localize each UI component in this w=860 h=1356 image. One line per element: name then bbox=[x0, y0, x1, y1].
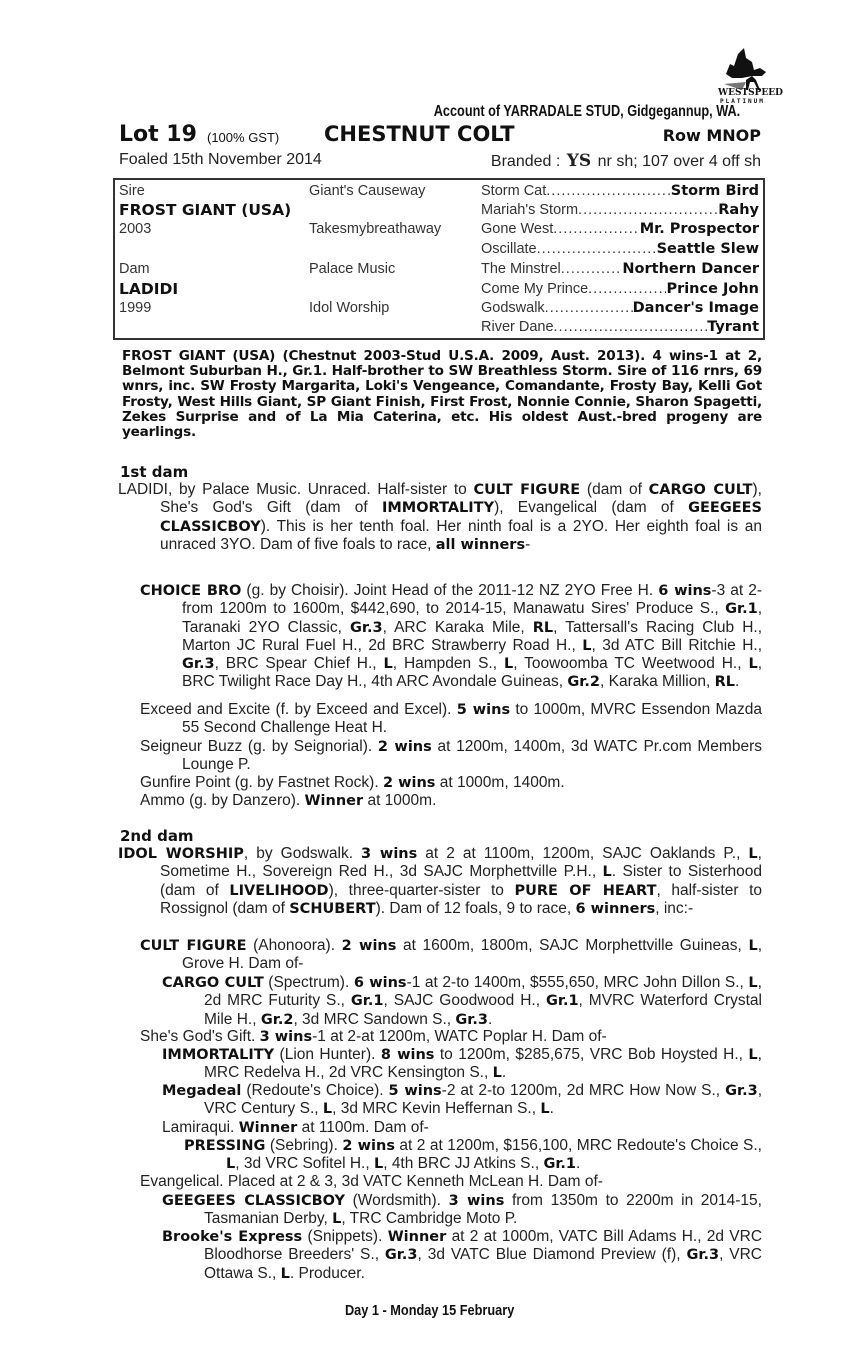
pedigree-paragraph: Ammo (g. by Danzero). Winner at 1000m. bbox=[140, 792, 437, 809]
dam-year: 1999 bbox=[119, 300, 152, 316]
dam-sire: Palace Music bbox=[309, 261, 396, 277]
branded-label: Branded : bbox=[490, 153, 561, 170]
sire-summary: FROST GIANT (USA) (Chestnut 2003-Stud U.S.A. 2009, Aust. 2013). 4 wins-1 at 2, Belmont Suburban H., Gr.1. Half-brother to SW Breathless Storm. Sire of 116 rnrs, 69 wnrs, inc. SW Frosty Margarita, Loki's Vengeance, Comandante, Frosty Bay, Kelli Got Frosty, West Hills Giant, SP Giant Finish, First Frost, Nonnie Connie, Sharon Spagetti, Zekes Surprise and of La Mia Caterina, etc. His oldest Aust.-bred progeny are yearlings. bbox=[122, 348, 762, 441]
vendor-account: Account of YARRADALE STUD, Gidgegannup, WA. bbox=[433, 103, 741, 120]
third-gen-row: Godswalk ..... Dancer's Image bbox=[481, 300, 759, 316]
pedigree-paragraph: Brooke's Express (Snippets). Winner at 2 at 1000m, VATC Bill Adams H., 2d VRC Bloodhorse Breeders' S., Gr.3, 3d VATC Blue Diamond Preview (f), Gr.3, VRC Ottawa S., L. Producer. bbox=[162, 1228, 763, 1282]
row-label: Row MNOP bbox=[662, 126, 761, 145]
pedigree-paragraph: She's God's Gift. 3 wins-1 at 2-at 1200m, WATC Poplar H. Dam of- bbox=[140, 1028, 607, 1045]
pedigree-paragraph: Evangelical. Placed at 2 & 3, 3d VATC Kenneth McLean H. Dam of- bbox=[140, 1173, 603, 1190]
lot-title: CHESTNUT COLT bbox=[324, 122, 515, 146]
pedigree-paragraph: IDOL WORSHIP, by Godswalk. 3 wins at 2 at 1100m, 1200m, SAJC Oaklands P., L, Sometime H., Sovereign Red H., 3d SAJC Morphettville P.H., L. Sister to Sisterhood (dam of LIVELIHOOD), three-quarter-sister to PURE OF HEART, half-sister to Rossignol (dam of SCHUBERT). Dam of 12 foals, 9 to race, 6 winners, inc:- bbox=[118, 845, 763, 917]
third-gen-row: Gone West ..... Mr. Prospector bbox=[481, 221, 759, 237]
brand-mark-icon: YS bbox=[566, 151, 592, 171]
pedigree-paragraph: LADIDI, by Palace Music. Unraced. Half-sister to CULT FIGURE (dam of CARGO CULT), She's God's Gift (dam of IMMORTALITY), Evangelical (dam of GEEGEES CLASSICBOY). This is her tenth foal. Her ninth foal is a 2YO. Her eighth foal is an unraced 3YO. Dam of five foals to race, all winners- bbox=[118, 481, 762, 553]
pedigree-paragraph: GEEGEES CLASSICBOY (Wordsmith). 3 wins from 1350m to 2200m in 2014-15, Tasmanian Derby, L, TRC Cambridge Moto P. bbox=[162, 1192, 762, 1228]
third-gen-row: Oscillate ..... Seattle Slew bbox=[481, 241, 759, 257]
dam-name: LADIDI bbox=[119, 280, 179, 298]
pedigree-paragraph: CHOICE BRO (g. by Choisir). Joint Head of the 2011-12 NZ 2YO Free H. 6 wins-3 at 2-from 1200m to 1600m, $442,690, to 2014-15, Manawatu Sires' Produce S., Gr.1, Taranaki 2YO Classic, Gr.3, ARC Karaka Mile, RL, Tattersall's Racing Club H., Marton JC Rural Fuel H., 2d BRC Strawberry Road H., L, 3d ATC Bill Ritchie H., Gr.3, BRC Spear Chief H., L, Hampden S., L, Toowoomba TC Weetwood H., L, BRC Twilight Race Day H., 4th ARC Avondale Guineas, Gr.2, Karaka Million, RL. bbox=[140, 582, 763, 691]
pedigree-paragraph: Seigneur Buzz (g. by Seignorial). 2 wins at 1200m, 1400m, 3d WATC Pr.com Members Lounge P. bbox=[140, 738, 762, 774]
pedigree-paragraph: IMMORTALITY (Lion Hunter). 8 wins to 1200m, $285,675, VRC Bob Hoysted H., L, MRC Redelva H., 2d VRC Kensington S., L. bbox=[162, 1046, 762, 1082]
branded-info bbox=[491, 151, 761, 171]
sire-name: FROST GIANT (USA) bbox=[119, 201, 292, 219]
gst-note: (100% GST) bbox=[207, 130, 280, 145]
first-dam-heading: 1st dam bbox=[120, 463, 189, 481]
pedigree-table bbox=[113, 178, 765, 340]
pedigree-paragraph: Lamiraqui. Winner at 1100m. Dam of- bbox=[162, 1119, 429, 1136]
third-gen-row: Come My Prince ..... Prince John bbox=[481, 281, 759, 297]
lot-number: Lot 19 bbox=[119, 122, 197, 147]
sire-sire: Giant's Causeway bbox=[309, 183, 426, 199]
third-gen-row: Storm Cat ..... Storm Bird bbox=[481, 183, 759, 199]
pedigree-paragraph: CARGO CULT (Spectrum). 6 wins-1 at 2-to 1400m, $555,650, MRC John Dillon S., L, 2d MRC Futurity S., Gr.1, SAJC Goodwood H., Gr.1, MVRC Waterford Crystal Mile H., Gr.2, 3d MRC Sandown S., Gr.3. bbox=[162, 974, 762, 1028]
dam-label: Dam bbox=[119, 261, 150, 277]
third-gen-row: Mariah's Storm ..... Rahy bbox=[481, 202, 759, 218]
branded-detail: nr sh; 107 over 4 off sh bbox=[597, 153, 761, 170]
lot-line bbox=[119, 122, 761, 152]
third-gen-row: River Dane ..... Tyrant bbox=[481, 319, 759, 335]
foaled-date: Foaled 15th November 2014 bbox=[119, 151, 322, 168]
logo-wordmark: WESTSPEED bbox=[718, 88, 783, 98]
sale-day-footer: Day 1 - Monday 15 February bbox=[345, 1302, 515, 1319]
pedigree-paragraph: PRESSING (Sebring). 2 wins at 2 at 1200m, $156,100, MRC Redoute's Choice S., L, 3d VRC Sofitel H., L, 4th BRC JJ Atkins S., Gr.1. bbox=[184, 1137, 762, 1173]
third-gen-row: The Minstrel ..... Northern Dancer bbox=[481, 261, 759, 277]
logo-subtitle: PLATINUM bbox=[720, 98, 765, 105]
pedigree-paragraph: Gunfire Point (g. by Fastnet Rock). 2 wins at 1000m, 1400m. bbox=[140, 774, 565, 791]
dam-dam: Idol Worship bbox=[309, 300, 390, 316]
sire-label: Sire bbox=[119, 183, 145, 199]
sire-year: 2003 bbox=[119, 221, 152, 237]
pedigree-paragraph: Megadeal (Redoute's Choice). 5 wins-2 at 2-to 1200m, 2d MRC How Now S., Gr.3, VRC Century S., L, 3d MRC Kevin Heffernan S., L. bbox=[162, 1082, 762, 1118]
second-dam-heading: 2nd dam bbox=[120, 827, 194, 845]
pedigree-paragraph: Exceed and Excite (f. by Exceed and Excel). 5 wins to 1000m, MVRC Essendon Mazda 55 Second Challenge Heat H. bbox=[140, 701, 762, 737]
sire-dam: Takesmybreathaway bbox=[309, 221, 442, 237]
pedigree-paragraph: CULT FIGURE (Ahonoora). 2 wins at 1600m, 1800m, SAJC Morphettville Guineas, L, Grove H. Dam of- bbox=[140, 937, 763, 973]
